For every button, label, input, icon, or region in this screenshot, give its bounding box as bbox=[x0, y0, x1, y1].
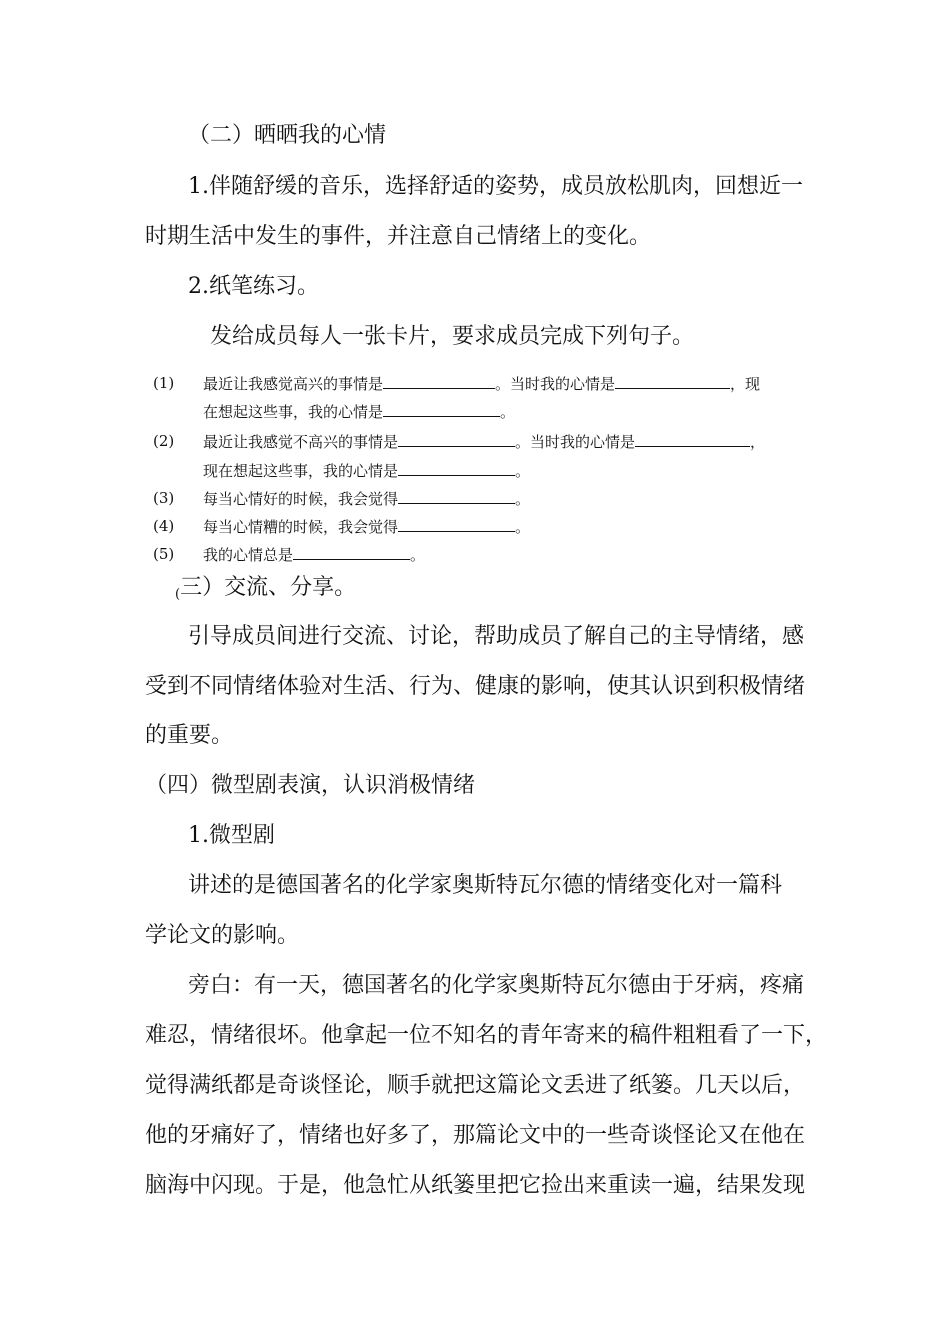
section-2-heading: （二）晒晒我的心情 bbox=[188, 123, 387, 148]
fill-in-blank[interactable] bbox=[383, 400, 500, 417]
sentence-4-text-b: 。 bbox=[515, 518, 531, 536]
sentence-1-line-2 bbox=[203, 400, 515, 423]
sentence-3-text-a: 每当心情好的时候，我会觉得 bbox=[203, 490, 399, 508]
sentence-2-text-c: ， bbox=[750, 433, 766, 451]
sentence-3-line bbox=[203, 487, 530, 510]
fill-in-blank[interactable] bbox=[398, 459, 515, 476]
sentence-4-text-a: 每当心情糟的时候，我会觉得 bbox=[203, 518, 399, 536]
sentence-2-text-a: 最近让我感觉不高兴的事情是 bbox=[203, 433, 399, 451]
step-1-line-1: 1.伴随舒缓的音乐，选择舒适的姿势，成员放松肌肉，回想近一 bbox=[188, 174, 803, 199]
section-4-para-1-line-1: 讲述的是德国著名的化学家奥斯特瓦尔德的情绪变化对一篇科 bbox=[188, 873, 783, 898]
sentence-2-text-e: 。 bbox=[515, 462, 531, 480]
sentence-1-number: (1) bbox=[153, 374, 175, 392]
fill-in-blank[interactable] bbox=[615, 372, 730, 389]
sentence-3-text-b: 。 bbox=[515, 490, 531, 508]
section-4-para-2-line-5: 脑海中闪现。于是，他急忙从纸篓里把它捡出来重读一遍，结果发现 bbox=[145, 1173, 806, 1198]
section-4-para-2-line-2: 难忍，情绪很坏。他拿起一位不知名的青年寄来的稿件粗粗看了一下， bbox=[145, 1023, 828, 1048]
section-3-para-line-1: 引导成员间进行交流、讨论，帮助成员了解自己的主导情绪，感 bbox=[188, 624, 805, 649]
section-3-paren: ( bbox=[175, 587, 181, 602]
sentence-1-text-e: 。 bbox=[500, 403, 516, 421]
section-3-para-line-2: 受到不同情绪体验对生活、行为、健康的影响，使其认识到积极情绪 bbox=[145, 674, 806, 699]
sentence-1-text-a: 最近让我感觉高兴的事情是 bbox=[203, 375, 384, 393]
sentence-5-text-b: 。 bbox=[410, 546, 426, 564]
sentence-2-text-d: 现在想起这些事，我的心情是 bbox=[203, 462, 399, 480]
fill-in-blank[interactable] bbox=[398, 430, 515, 447]
fill-in-blank[interactable] bbox=[635, 430, 750, 447]
instruction: 发给成员每人一张卡片，要求成员完成下列句子。 bbox=[210, 324, 695, 349]
sentence-4-number: (4) bbox=[153, 517, 175, 535]
section-4-para-2-line-4: 他的牙痛好了，情绪也好多了，那篇论文中的一些奇谈怪论又在他在 bbox=[145, 1123, 806, 1148]
fill-in-blank[interactable] bbox=[398, 487, 515, 504]
step-2: 2.纸笔练习。 bbox=[188, 274, 319, 299]
fill-in-blank[interactable] bbox=[398, 515, 515, 532]
sentence-2-text-b: 。当时我的心情是 bbox=[515, 433, 636, 451]
sentence-5-number: (5) bbox=[153, 545, 175, 563]
section-4-para-1-line-2: 学论文的影响。 bbox=[145, 923, 300, 948]
sentence-3-number: (3) bbox=[153, 489, 175, 507]
sentence-1-line-1 bbox=[203, 372, 760, 395]
section-4-para-2-line-3: 觉得满纸都是奇谈怪论，顺手就把这篇论文丢进了纸篓。几天以后， bbox=[145, 1073, 806, 1098]
sentence-4-line bbox=[203, 515, 530, 538]
step-1-line-2: 时期生活中发生的事件，并注意自己情绪上的变化。 bbox=[145, 224, 652, 249]
section-3-para-line-3: 的重要。 bbox=[145, 723, 234, 748]
sentence-2-line-2 bbox=[203, 459, 530, 482]
section-4-sub-1: 1.微型剧 bbox=[188, 823, 275, 848]
sentence-5-line bbox=[203, 543, 425, 566]
sentence-2-line-1 bbox=[203, 430, 765, 453]
fill-in-blank[interactable] bbox=[383, 372, 495, 389]
section-4-heading: （四）微型剧表演，认识消极情绪 bbox=[145, 773, 476, 798]
sentence-5-text-a: 我的心情总是 bbox=[203, 546, 294, 564]
section-3-heading-text: 三）交流、分享。 bbox=[180, 575, 357, 600]
section-4-para-2-line-1: 旁白：有一天，德国著名的化学家奥斯特瓦尔德由于牙病，疼痛 bbox=[188, 973, 805, 998]
fill-in-blank[interactable] bbox=[293, 543, 410, 560]
sentence-1-text-c: ，现 bbox=[730, 375, 761, 393]
section-3-heading bbox=[175, 573, 356, 606]
sentence-1-text-d: 在想起这些事，我的心情是 bbox=[203, 403, 384, 421]
sentence-1-text-b: 。当时我的心情是 bbox=[495, 375, 616, 393]
sentence-2-number: (2) bbox=[153, 432, 175, 450]
